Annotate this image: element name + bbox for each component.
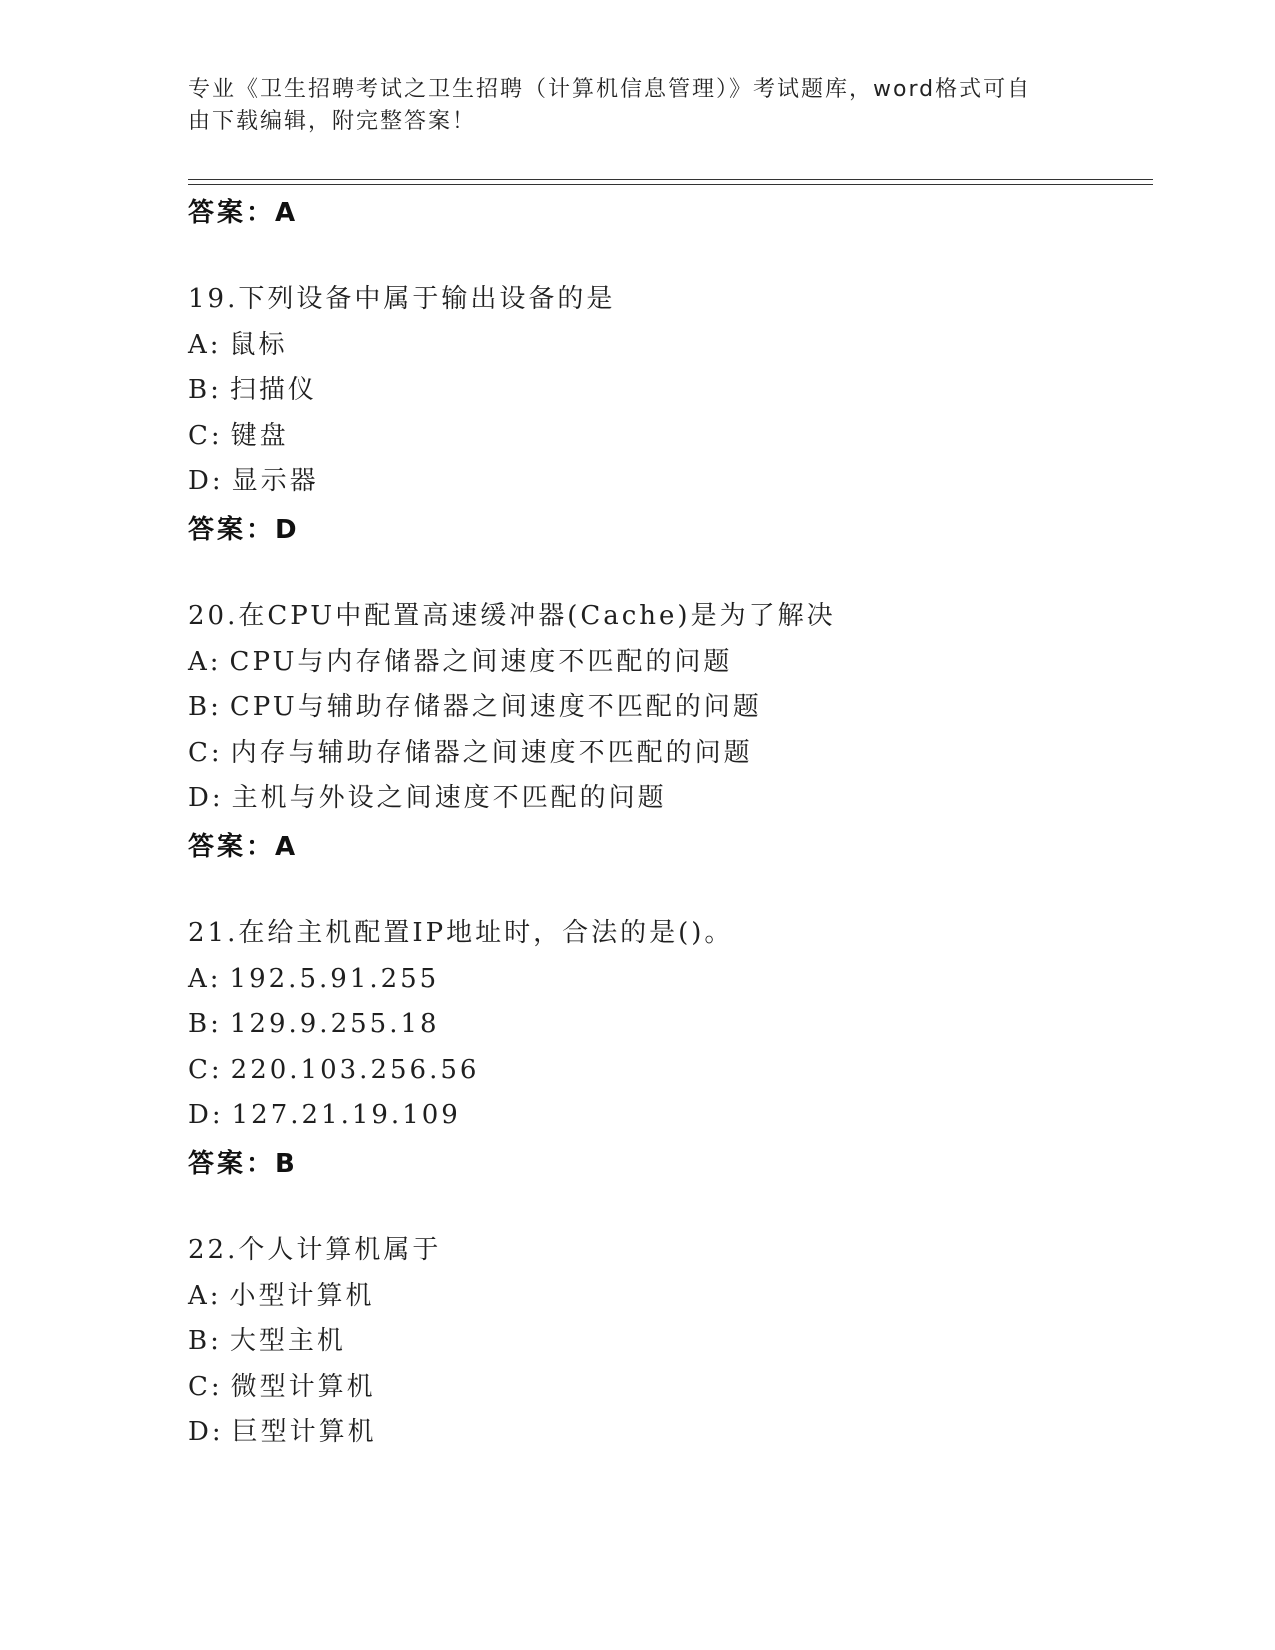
option-label: C: (188, 1371, 223, 1402)
answer-21: 答案：B (188, 1149, 298, 1179)
option-d (188, 459, 615, 505)
option-label: B: (188, 1009, 222, 1039)
option-label: D: (188, 783, 224, 813)
question-21 (188, 911, 733, 1139)
question-title: 20.在CPU中配置高速缓冲器(Cache)是为了解决 (188, 601, 836, 631)
header-divider-bottom (188, 184, 1153, 185)
option-b (188, 685, 836, 731)
option-c (188, 731, 836, 777)
document-header (188, 74, 1088, 138)
option-label: B: (188, 692, 222, 722)
option-text: 内存与辅助存储器之间速度不匹配的问题 (230, 737, 753, 768)
option-d (188, 1093, 733, 1139)
option-text: CPU与辅助存储器之间速度不匹配的问题 (229, 692, 762, 722)
option-c (188, 414, 615, 460)
option-text: CPU与内存储器之间速度不匹配的问题 (229, 646, 733, 677)
question-title: 19.下列设备中属于输出设备的是 (188, 284, 616, 314)
header-line-1: 专业《卫生招聘考试之卫生招聘（计算机信息管理）》考试题库，word格式可自 (188, 77, 1032, 102)
option-text: 220.103.256.56 (230, 1054, 480, 1085)
option-a (188, 957, 733, 1003)
option-label: A: (188, 963, 222, 994)
header-divider-top (188, 179, 1153, 180)
question-19 (188, 277, 615, 505)
header-line-2: 由下载编辑，附完整答案！ (188, 109, 477, 134)
answer-20: 答案：A (188, 832, 299, 862)
question-22 (188, 1228, 441, 1456)
option-text: 主机与外设之间速度不匹配的问题 (231, 783, 667, 813)
option-label: A: (188, 1280, 222, 1311)
question-title: 21.在给主机配置IP地址时，合法的是()。 (188, 918, 734, 948)
option-label: C: (188, 737, 223, 768)
option-label: D: (188, 1100, 224, 1130)
option-label: A: (188, 329, 222, 360)
option-d (188, 776, 836, 822)
option-c (188, 1365, 441, 1411)
option-text: 192.5.91.255 (229, 963, 440, 994)
option-label: B: (188, 1326, 222, 1356)
option-b (188, 1002, 733, 1048)
option-text: 129.9.255.18 (229, 1009, 440, 1039)
option-d (188, 1410, 441, 1456)
option-text: 显示器 (231, 466, 319, 496)
option-text: 微型计算机 (230, 1371, 376, 1402)
option-a (188, 640, 836, 686)
option-label: C: (188, 420, 223, 451)
answer-19: 答案：D (188, 515, 300, 545)
option-b (188, 368, 615, 414)
option-label: B: (188, 375, 222, 405)
option-b (188, 1319, 441, 1365)
option-a (188, 1274, 441, 1320)
option-text: 键盘 (230, 420, 289, 451)
option-text: 巨型计算机 (231, 1417, 377, 1447)
option-text: 127.21.19.109 (231, 1100, 461, 1130)
option-c (188, 1048, 733, 1094)
option-label: A: (188, 646, 222, 677)
question-20 (188, 594, 836, 822)
option-label: C: (188, 1054, 223, 1085)
option-text: 小型计算机 (229, 1280, 375, 1311)
option-text: 大型主机 (229, 1326, 346, 1356)
option-label: D: (188, 1417, 224, 1447)
option-text: 扫描仪 (229, 375, 317, 405)
previous-answer: 答案：A (188, 198, 299, 228)
option-label: D: (188, 466, 224, 496)
option-text: 鼠标 (229, 329, 288, 360)
question-title: 22.个人计算机属于 (188, 1235, 442, 1265)
option-a (188, 323, 615, 369)
